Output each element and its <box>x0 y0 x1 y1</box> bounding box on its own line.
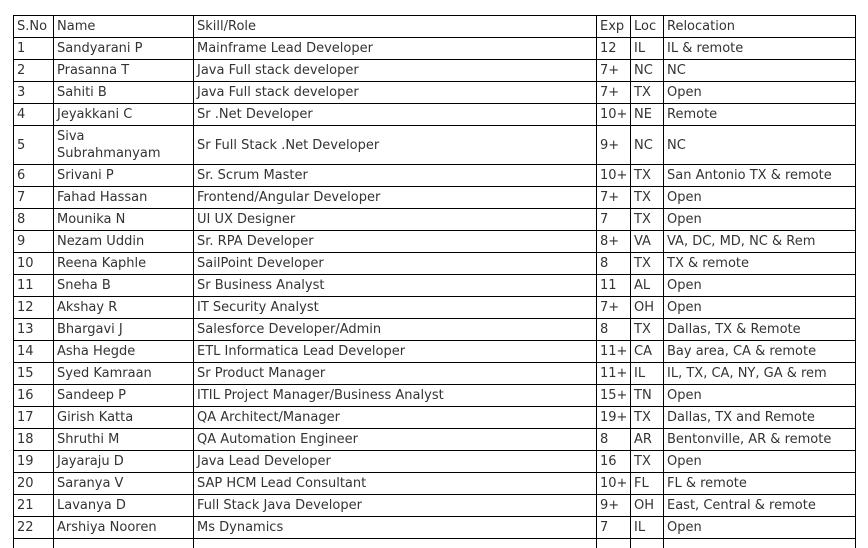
cell: 12 <box>597 38 631 60</box>
cell: 7+ <box>597 187 631 209</box>
cell: 6 <box>14 165 54 187</box>
table-row <box>14 82 856 104</box>
cell: Arshiya Nooren <box>54 517 194 539</box>
cell: 1 <box>14 38 54 60</box>
cell: Syed Kamraan <box>54 363 194 385</box>
cell: SAP HCM Lead Consultant <box>194 473 597 495</box>
cell <box>597 539 631 548</box>
cell: Jayaraju D <box>54 451 194 473</box>
cell: VA <box>631 231 664 253</box>
cell: 5 <box>14 126 54 165</box>
cell <box>664 539 856 548</box>
table-row <box>14 38 856 60</box>
cell: 11+ <box>597 341 631 363</box>
cell: ETL Informatica Lead Developer <box>194 341 597 363</box>
cell: QA Automation Engineer <box>194 429 597 451</box>
cell: Saranya V <box>54 473 194 495</box>
cell: Bay area, CA & remote <box>664 341 856 363</box>
cell: Sr. Scrum Master <box>194 165 597 187</box>
cell: 19+ <box>597 407 631 429</box>
cell: Bhargavi J <box>54 319 194 341</box>
cell <box>631 539 664 548</box>
cell <box>14 539 54 548</box>
cell: IT Security Analyst <box>194 297 597 319</box>
cell: 8 <box>597 253 631 275</box>
cell: 16 <box>597 451 631 473</box>
cell: 3 <box>14 82 54 104</box>
cell: Bentonville, AR & remote <box>664 429 856 451</box>
cell: 11+ <box>597 363 631 385</box>
cell: TX <box>631 209 664 231</box>
cell: Asha Hegde <box>54 341 194 363</box>
table-row <box>14 473 856 495</box>
cell: Reena Kaphle <box>54 253 194 275</box>
table-row <box>14 297 856 319</box>
cell: NC <box>631 126 664 165</box>
table-row <box>14 363 856 385</box>
cell: UI UX Designer <box>194 209 597 231</box>
cell: FL <box>631 473 664 495</box>
cell: IL & remote <box>664 38 856 60</box>
column-header-name: Name <box>54 16 194 38</box>
cell: Siva Subrahmanyam <box>54 126 194 165</box>
cell: 12 <box>14 297 54 319</box>
cell: Sandeep P <box>54 385 194 407</box>
cell: IL <box>631 363 664 385</box>
cell: 8 <box>14 209 54 231</box>
cell: Shruthi M <box>54 429 194 451</box>
cell: Open <box>664 187 856 209</box>
cell: Mounika N <box>54 209 194 231</box>
cell: Frontend/Angular Developer <box>194 187 597 209</box>
cell: TN <box>631 385 664 407</box>
cell: 8 <box>597 429 631 451</box>
cell: Dallas, TX & Remote <box>664 319 856 341</box>
cell: TX <box>631 319 664 341</box>
cell: 16 <box>14 385 54 407</box>
cell: 8 <box>597 319 631 341</box>
table-row <box>14 319 856 341</box>
cell: Fahad Hassan <box>54 187 194 209</box>
cell: Open <box>664 209 856 231</box>
cell: 10+ <box>597 104 631 126</box>
cell: 7+ <box>597 297 631 319</box>
table-row <box>14 231 856 253</box>
cell: NC <box>664 60 856 82</box>
table-row <box>14 165 856 187</box>
cell <box>194 539 597 548</box>
cell: IL <box>631 517 664 539</box>
table-row <box>14 104 856 126</box>
cell: San Antonio TX & remote <box>664 165 856 187</box>
cell: Open <box>664 275 856 297</box>
cell: NE <box>631 104 664 126</box>
cell: 7+ <box>597 60 631 82</box>
table-row <box>14 429 856 451</box>
cell: Sr Product Manager <box>194 363 597 385</box>
cell: Akshay R <box>54 297 194 319</box>
cell: Sahiti B <box>54 82 194 104</box>
table-row <box>14 385 856 407</box>
cell: 7+ <box>597 82 631 104</box>
table-row <box>14 451 856 473</box>
cell: 15 <box>14 363 54 385</box>
cell: TX <box>631 451 664 473</box>
cell: 7 <box>597 517 631 539</box>
cell: OH <box>631 297 664 319</box>
cell: Girish Katta <box>54 407 194 429</box>
cell: Open <box>664 385 856 407</box>
cell: OH <box>631 495 664 517</box>
cell: Java Full stack developer <box>194 82 597 104</box>
cell: 4 <box>14 104 54 126</box>
cell: 18 <box>14 429 54 451</box>
cell: Sr Full Stack .Net Developer <box>194 126 597 165</box>
cell: 11 <box>597 275 631 297</box>
column-header-sno: S.No <box>14 16 54 38</box>
cell <box>54 539 194 548</box>
cell: 13 <box>14 319 54 341</box>
cell: Open <box>664 82 856 104</box>
cell: 7 <box>597 209 631 231</box>
table-row <box>14 126 856 165</box>
cell: VA, DC, MD, NC & Rem <box>664 231 856 253</box>
cell: TX <box>631 187 664 209</box>
cell: IL <box>631 38 664 60</box>
cell: Ms Dynamics <box>194 517 597 539</box>
table-row <box>14 253 856 275</box>
table-row <box>14 209 856 231</box>
cell: 2 <box>14 60 54 82</box>
cell: Lavanya D <box>54 495 194 517</box>
table-row <box>14 60 856 82</box>
cell: IL, TX, CA, NY, GA & rem <box>664 363 856 385</box>
cell: Nezam Uddin <box>54 231 194 253</box>
cell: Prasanna T <box>54 60 194 82</box>
cell: QA Architect/Manager <box>194 407 597 429</box>
table-row <box>14 407 856 429</box>
cell: TX <box>631 165 664 187</box>
cell: Sr .Net Developer <box>194 104 597 126</box>
column-header-exp: Exp <box>597 16 631 38</box>
header-row <box>14 16 856 38</box>
table-row <box>14 517 856 539</box>
cell: 8+ <box>597 231 631 253</box>
column-header-loc: Loc <box>631 16 664 38</box>
cell: TX <box>631 82 664 104</box>
cell: Sr. RPA Developer <box>194 231 597 253</box>
cell: Java Lead Developer <box>194 451 597 473</box>
cell: Open <box>664 451 856 473</box>
cell: Open <box>664 297 856 319</box>
table-row <box>14 495 856 517</box>
cell: CA <box>631 341 664 363</box>
cell: NC <box>664 126 856 165</box>
cell: TX <box>631 407 664 429</box>
cell: Sneha B <box>54 275 194 297</box>
cell: Java Full stack developer <box>194 60 597 82</box>
cell: 21 <box>14 495 54 517</box>
cell: 20 <box>14 473 54 495</box>
cell: 17 <box>14 407 54 429</box>
cell: 9 <box>14 231 54 253</box>
cell: AL <box>631 275 664 297</box>
cell: 14 <box>14 341 54 363</box>
cell: Mainframe Lead Developer <box>194 38 597 60</box>
cell: 10+ <box>597 473 631 495</box>
cell: Sandyarani P <box>54 38 194 60</box>
table-row <box>14 187 856 209</box>
cell: Srivani P <box>54 165 194 187</box>
cell: Jeyakkani C <box>54 104 194 126</box>
cell: Open <box>664 517 856 539</box>
cell: 19 <box>14 451 54 473</box>
cell: 9+ <box>597 126 631 165</box>
cell: Full Stack Java Developer <box>194 495 597 517</box>
cell: SailPoint Developer <box>194 253 597 275</box>
cell: AR <box>631 429 664 451</box>
cell: Remote <box>664 104 856 126</box>
table-row <box>14 341 856 363</box>
cell: 22 <box>14 517 54 539</box>
cell: TX <box>631 253 664 275</box>
column-header-skill-role: Skill/Role <box>194 16 597 38</box>
cell: 10 <box>14 253 54 275</box>
cell: NC <box>631 60 664 82</box>
table-row-partial <box>14 539 856 548</box>
table-row <box>14 275 856 297</box>
cell: Salesforce Developer/Admin <box>194 319 597 341</box>
cell: 11 <box>14 275 54 297</box>
table-body <box>14 38 856 548</box>
cell: ITIL Project Manager/Business Analyst <box>194 385 597 407</box>
cell: East, Central & remote <box>664 495 856 517</box>
column-header-relocation: Relocation <box>664 16 856 38</box>
candidate-roster-table <box>13 15 856 548</box>
cell: Sr Business Analyst <box>194 275 597 297</box>
cell: 15+ <box>597 385 631 407</box>
cell: TX & remote <box>664 253 856 275</box>
cell: Dallas, TX and Remote <box>664 407 856 429</box>
cell: 10+ <box>597 165 631 187</box>
cell: FL & remote <box>664 473 856 495</box>
cell: 9+ <box>597 495 631 517</box>
cell: 7 <box>14 187 54 209</box>
